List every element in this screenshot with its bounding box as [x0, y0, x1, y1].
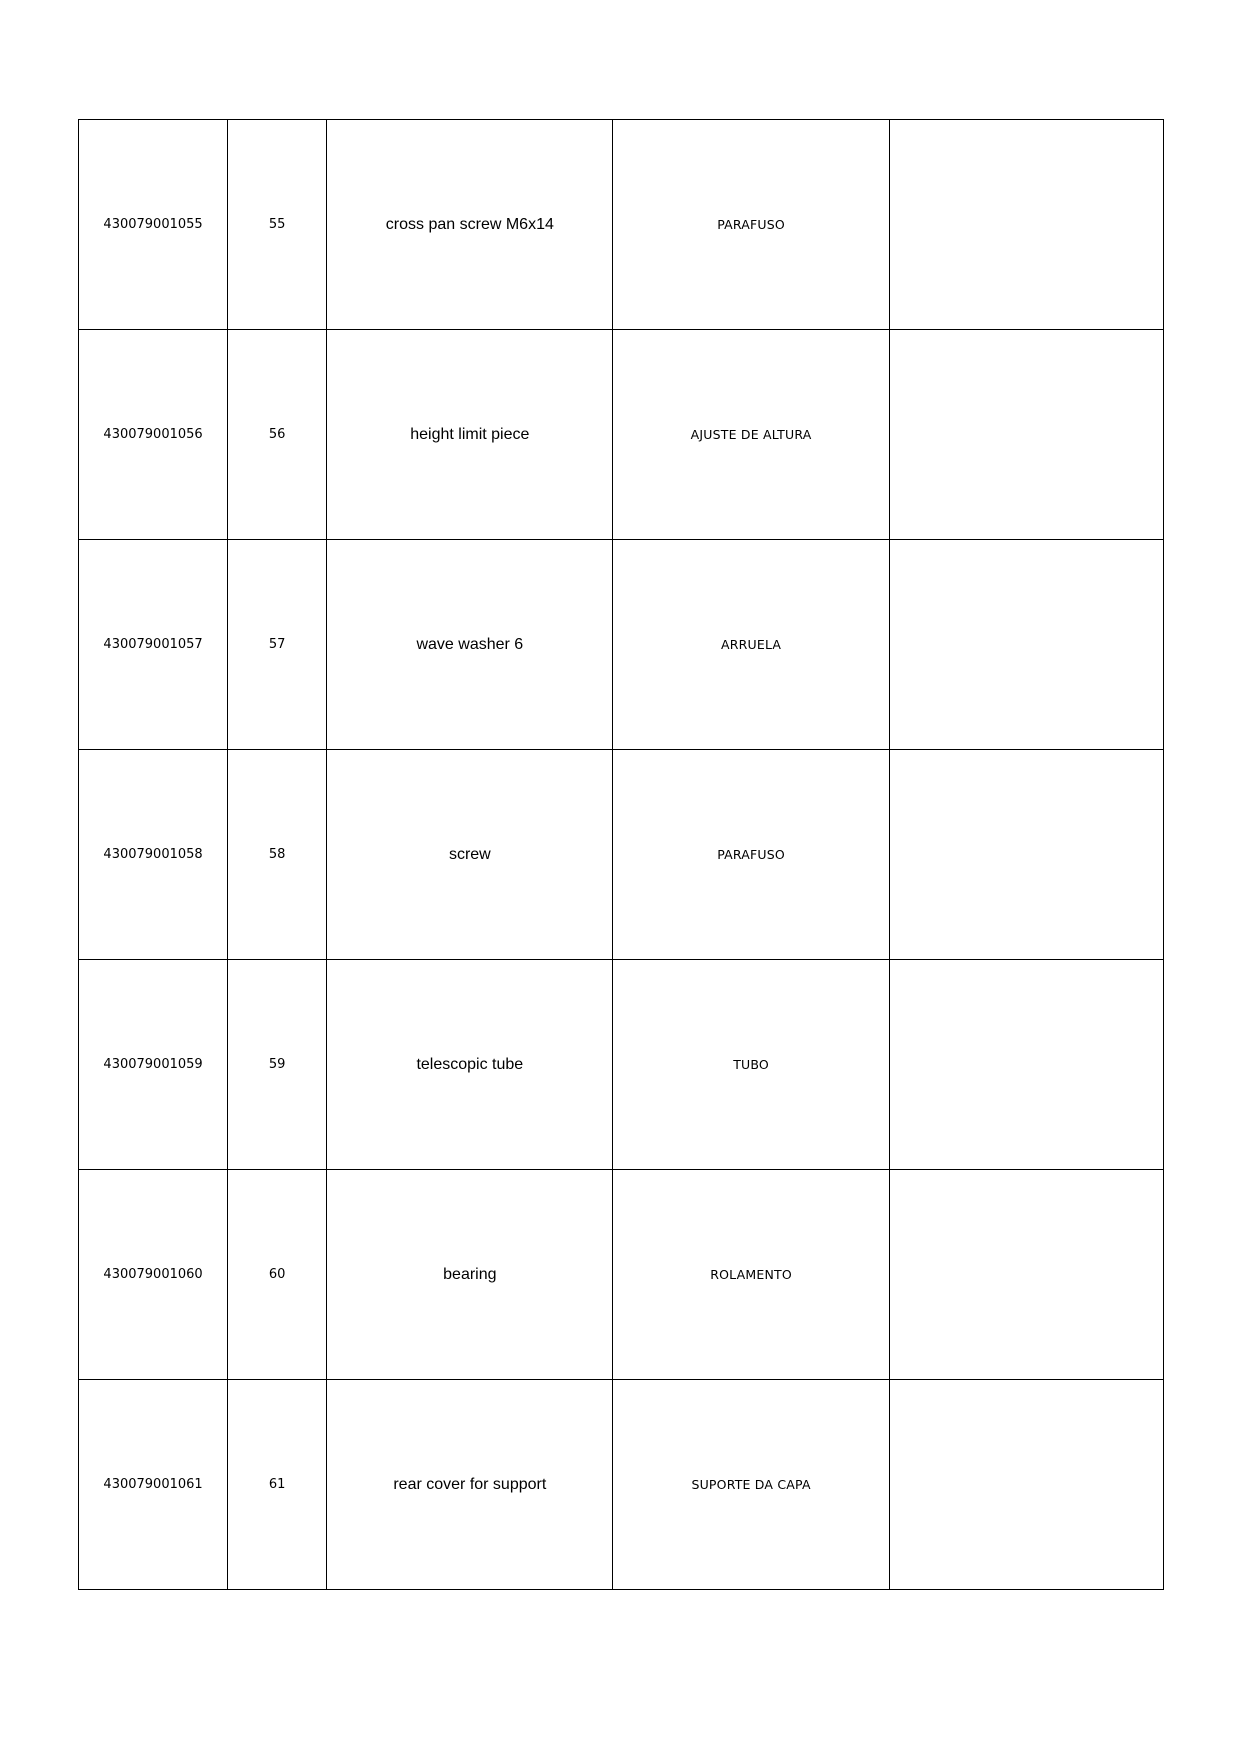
table-row	[79, 1380, 1164, 1590]
part-number: 57	[228, 540, 327, 750]
part-description-en: height limit piece	[327, 330, 613, 540]
part-extra-cell	[889, 1380, 1163, 1590]
parts-table-body	[79, 120, 1164, 1590]
part-extra-cell	[889, 960, 1163, 1170]
part-description-en: cross pan screw M6x14	[327, 120, 613, 330]
part-extra-cell	[889, 750, 1163, 960]
part-description-en: telescopic tube	[327, 960, 613, 1170]
part-code: 430079001060	[79, 1170, 228, 1380]
table-row	[79, 120, 1164, 330]
part-code: 430079001056	[79, 330, 228, 540]
part-code: 430079001057	[79, 540, 228, 750]
table-row	[79, 960, 1164, 1170]
table-row	[79, 330, 1164, 540]
part-number: 55	[228, 120, 327, 330]
part-description-pt: PARAFUSO	[613, 750, 889, 960]
part-number: 56	[228, 330, 327, 540]
part-number: 58	[228, 750, 327, 960]
part-description-en: wave washer 6	[327, 540, 613, 750]
part-number: 60	[228, 1170, 327, 1380]
part-description-pt: SUPORTE DA CAPA	[613, 1380, 889, 1590]
table-row	[79, 1170, 1164, 1380]
parts-table	[78, 119, 1164, 1590]
part-description-en: rear cover for support	[327, 1380, 613, 1590]
part-number: 61	[228, 1380, 327, 1590]
part-extra-cell	[889, 540, 1163, 750]
part-extra-cell	[889, 120, 1163, 330]
table-row	[79, 540, 1164, 750]
part-code: 430079001058	[79, 750, 228, 960]
part-description-en: bearing	[327, 1170, 613, 1380]
part-description-pt: ROLAMENTO	[613, 1170, 889, 1380]
table-row	[79, 750, 1164, 960]
part-extra-cell	[889, 1170, 1163, 1380]
part-description-en: screw	[327, 750, 613, 960]
part-code: 430079001055	[79, 120, 228, 330]
part-extra-cell	[889, 330, 1163, 540]
part-description-pt: TUBO	[613, 960, 889, 1170]
part-number: 59	[228, 960, 327, 1170]
part-code: 430079001061	[79, 1380, 228, 1590]
part-description-pt: AJUSTE DE ALTURA	[613, 330, 889, 540]
part-code: 430079001059	[79, 960, 228, 1170]
part-description-pt: PARAFUSO	[613, 120, 889, 330]
part-description-pt: ARRUELA	[613, 540, 889, 750]
